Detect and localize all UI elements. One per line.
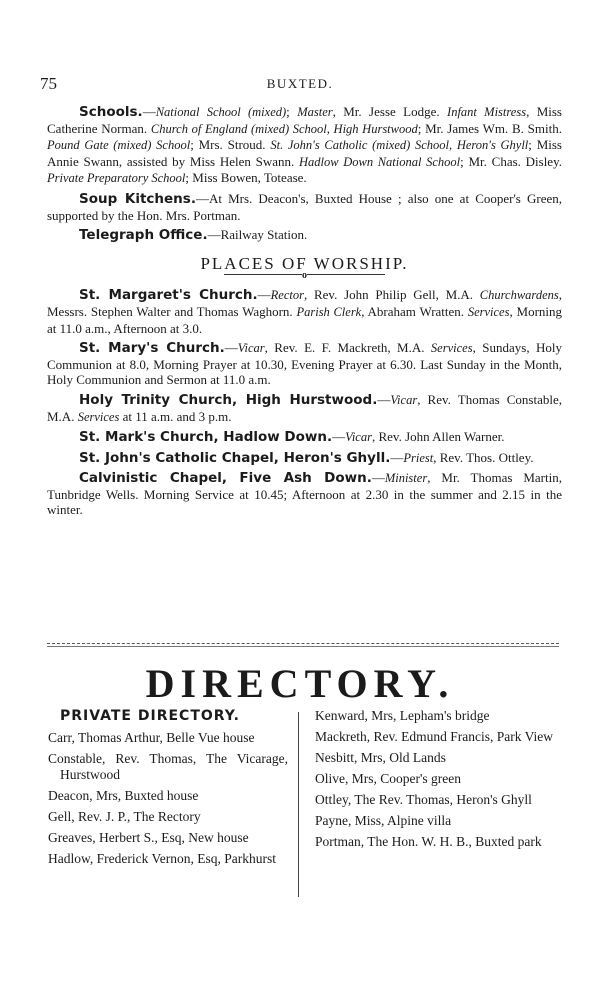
paragraph [47, 340, 562, 388]
paragraph-text: Church of England (mixed) School, High Hurstwood [150, 121, 418, 136]
directory-entry: Deacon, Mrs, Buxted house [48, 788, 199, 803]
paragraph-text: Parish Clerk [296, 304, 362, 319]
paragraph [47, 470, 562, 518]
divider-rule [47, 646, 559, 647]
entry-heading: Soup Kitchens. [79, 190, 196, 207]
directory-title: DIRECTORY. [145, 661, 455, 706]
paragraph-text: , Rev. John Philip Gell, M.A. [303, 287, 480, 303]
directory-entry: Nesbitt, Mrs, Old Lands [315, 750, 446, 765]
right-entries [315, 708, 560, 850]
paragraph-text: Priest [403, 450, 434, 465]
body-text [47, 104, 562, 522]
paragraph-text: — [371, 470, 385, 486]
paragraph-text: Churchwardens [479, 288, 559, 303]
paragraph-text: Master [297, 105, 333, 119]
paragraph-text: , Miss Catherine Norman. [47, 104, 562, 136]
paragraph-text: Rector [270, 288, 304, 303]
directory-entry: Kenward, Mrs, Lepham's bridge [315, 708, 490, 723]
paragraph-text: Infant Mistress [447, 105, 527, 119]
entry-heading: St. John's Catholic Chapel, Heron's Ghyll. [79, 449, 391, 466]
paragraph-text: , Rev. Thos. Ottley. [433, 449, 534, 465]
entry-heading: Holy Trinity Church, High Hurstwood. [79, 391, 378, 408]
paragraph-text: , Rev. John Allen Warner. [371, 429, 505, 445]
paragraph-text: Services [467, 304, 510, 319]
paragraph [47, 227, 562, 244]
directory-entry: Olive, Mrs, Cooper's green [315, 771, 462, 786]
paragraph-text: Vicar [345, 430, 372, 445]
paragraph [47, 191, 562, 223]
paragraph-text: Pound Gate (mixed) School [47, 138, 191, 153]
entry-heading: Calvinistic Chapel, Five Ash Down. [79, 470, 372, 487]
paragraph-text: National School (mixed) [155, 105, 287, 119]
paragraph-text: , Sundays, Holy Communion at 8.0, Morning Prayer at 10.30, Evening Prayer at 6.30. Last Sunday in the Month, Holy Communion and Sermon at 11.0 a.m. [47, 340, 562, 388]
paragraph-text: ; Mr. James Wm. B. Smith. [417, 120, 562, 136]
paragraph-text: ; Mr. Chas. Disley. [460, 153, 562, 169]
worship-paragraphs [47, 287, 562, 518]
paragraph-text: —Railway Station. [207, 227, 308, 243]
paragraph-text: , Rev. E. F. Mackreth, M.A. [264, 340, 431, 356]
page-header [40, 74, 560, 94]
paragraph-text: , Mr. Jesse Lodge. [332, 104, 448, 119]
entry-heading: St. Mary's Church. [79, 340, 225, 357]
paragraph-text: Vicar [237, 341, 265, 356]
entry-heading: St. Margaret's Church. [79, 287, 258, 304]
directory-entry: Carr, Thomas Arthur, Belle Vue house [48, 730, 255, 745]
paragraph-text: , Mr. Thomas Martin, Tunbridge Wells. Morning Service at 10.45; Afternoon at 2.30 in the summer and 2.15 in the winter. [47, 470, 562, 518]
paragraph-text: ; Miss Bowen, Totease. [185, 170, 307, 186]
paragraph-text: —At Mrs. Deacon's, Buxted House ; also one at Cooper's Green, supported by the Hon. Mrs. Portman. [47, 190, 563, 223]
directory-entry: Payne, Miss, Alpine villa [315, 813, 452, 828]
divider-dashed [47, 643, 559, 644]
paragraph-text: St. John's Catholic (mixed) School, Heron's Ghyll [270, 138, 529, 153]
paragraph-text: ; Mrs. Stroud. [190, 137, 271, 153]
paragraph-text: , Messrs. Stephen Walter and Thomas Waghorn. [47, 287, 562, 319]
paragraph-text: Hadlow Down National School [299, 154, 461, 169]
paragraph-text: Private Preparatory School [47, 171, 186, 186]
paragraph-text: — [390, 449, 404, 465]
paragraph-text: — [142, 104, 156, 119]
paragraph-text: — [224, 340, 238, 356]
paragraph [47, 429, 562, 446]
entry-heading: Schools. [79, 104, 143, 120]
column-divider [298, 712, 299, 897]
paragraph [47, 450, 562, 467]
page-number: 75 [40, 74, 57, 93]
directory-entry: Gell, Rev. J. P., The Rectory [48, 809, 201, 824]
paragraph-text: — [332, 429, 346, 445]
paragraph-text: ; [286, 104, 298, 119]
paragraph-text: , Rev. Thomas Constable, M.A. [47, 391, 562, 424]
left-entries [48, 730, 288, 867]
institutions-paragraphs [47, 104, 562, 244]
running-head: BUXTED. [266, 76, 334, 91]
paragraph-text: Services [77, 409, 120, 424]
directory-entry: Greaves, Herbert S., Esq, New house [48, 830, 249, 845]
paragraph-text: — [377, 391, 391, 407]
directory-left-column [48, 708, 288, 872]
paragraph-text: , Morning at 11.0 a.m., Afternoon at 3.0. [47, 303, 563, 336]
directory-entry: Mackreth, Rev. Edmund Francis, Park View [315, 729, 554, 744]
section-rule-mark: o [302, 270, 307, 282]
directory-entry: Portman, The Hon. W. H. B., Buxted park [315, 834, 542, 849]
paragraph [47, 104, 562, 187]
paragraph [47, 392, 562, 425]
paragraph-text: Minister [384, 471, 428, 486]
paragraph-text: , Abraham Wratten. [361, 303, 468, 319]
paragraph-text: Services [430, 341, 473, 356]
paragraph-text: — [257, 287, 271, 303]
section-rule [47, 271, 562, 281]
paragraph [47, 287, 562, 336]
directory-entry: Hadlow, Frederick Vernon, Esq, Parkhurst [48, 851, 276, 866]
directory-entry: Constable, Rev. Thomas, The Vicarage, Hurstwood [48, 751, 288, 782]
paragraph-text: ; Miss Annie Swann, assisted by Miss Helen Swann. [47, 137, 562, 169]
section-title: PLACES OF WORSHIP. [200, 253, 409, 273]
directory-entry: Ottley, The Rev. Thomas, Heron's Ghyll [315, 792, 532, 807]
private-directory-heading: PRIVATE DIRECTORY. [60, 708, 240, 724]
entry-heading: Telegraph Office. [79, 227, 208, 244]
paragraph-text: at 11 a.m. and 3 p.m. [119, 408, 232, 424]
directory-right-column [315, 708, 560, 855]
entry-heading: St. Mark's Church, Hadlow Down. [79, 429, 333, 446]
paragraph-text: Vicar [390, 392, 418, 407]
